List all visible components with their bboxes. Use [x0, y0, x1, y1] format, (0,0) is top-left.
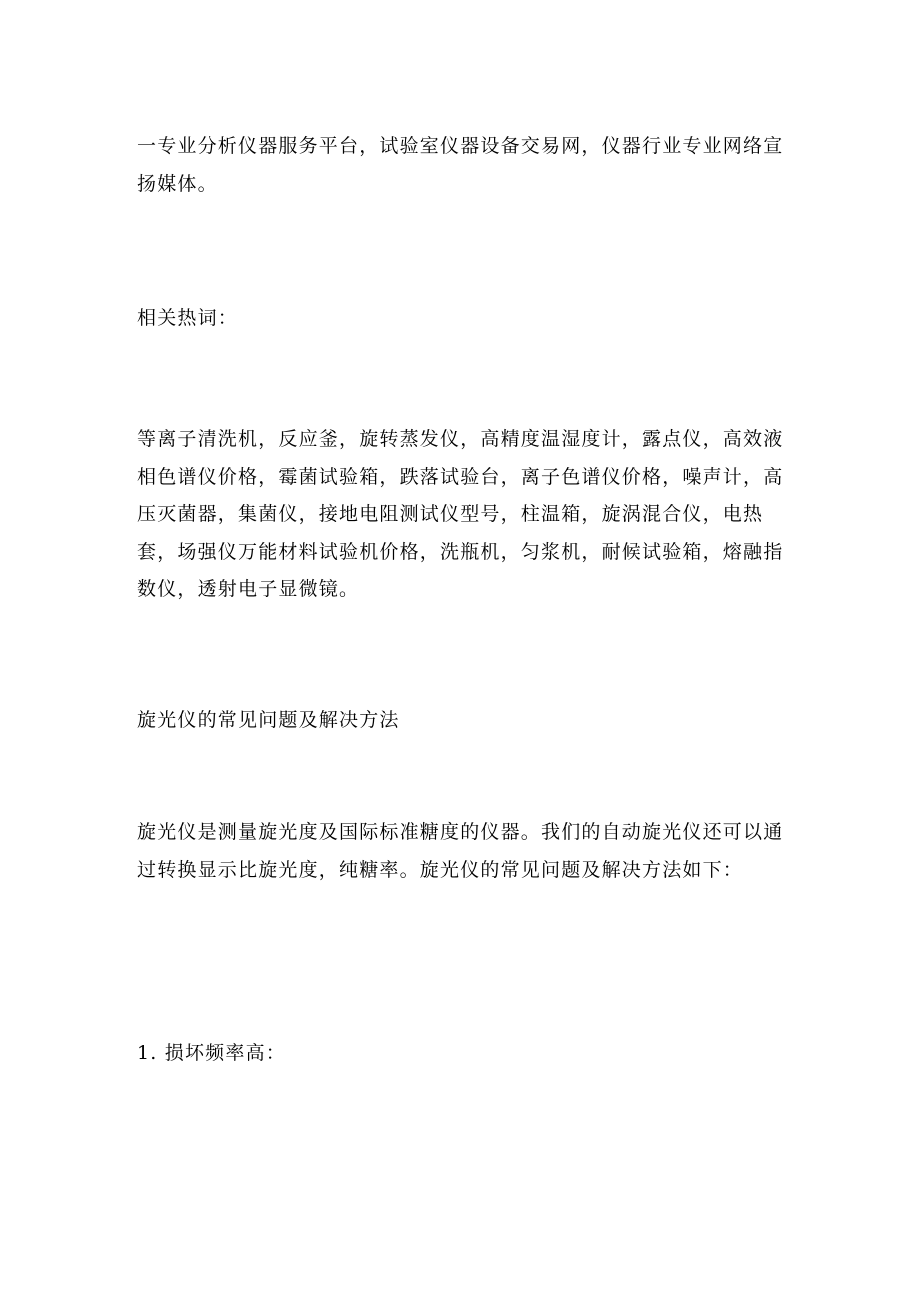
- related-keywords-heading: 相关热词：: [137, 307, 239, 329]
- section-title: 旋光仪的常见问题及解决方法: [137, 709, 400, 731]
- keywords-paragraph: 等离子清洗机，反应釜，旋转蒸发仪，高精度温湿度计，露点仪，高效液相色谱仪价格，霉菌试验箱，跌落试验台，离子色谱仪价格，噪声计，高压灭菌器，集菌仪，接地电阻测试仪型号，柱温箱，旋涡混合仪，电热套，场强仪万能材料试验机价格，洗瓶机，匀浆机，耐候试验箱，熔融指数仪，透射电子显微镜。: [137, 428, 784, 600]
- list-item-heading: 1. 损坏频率高：: [137, 1042, 286, 1064]
- description-paragraph: 旋光仪是测量旋光度及国际标准糖度的仪器。我们的自动旋光仪还可以通过转换显示比旋光度，纯糖率。旋光仪的常见问题及解决方法如下：: [137, 821, 784, 881]
- intro-paragraph: 一专业分析仪器服务平台，试验室仪器设备交易网，仪器行业专业网络宣扬媒体。: [137, 135, 784, 195]
